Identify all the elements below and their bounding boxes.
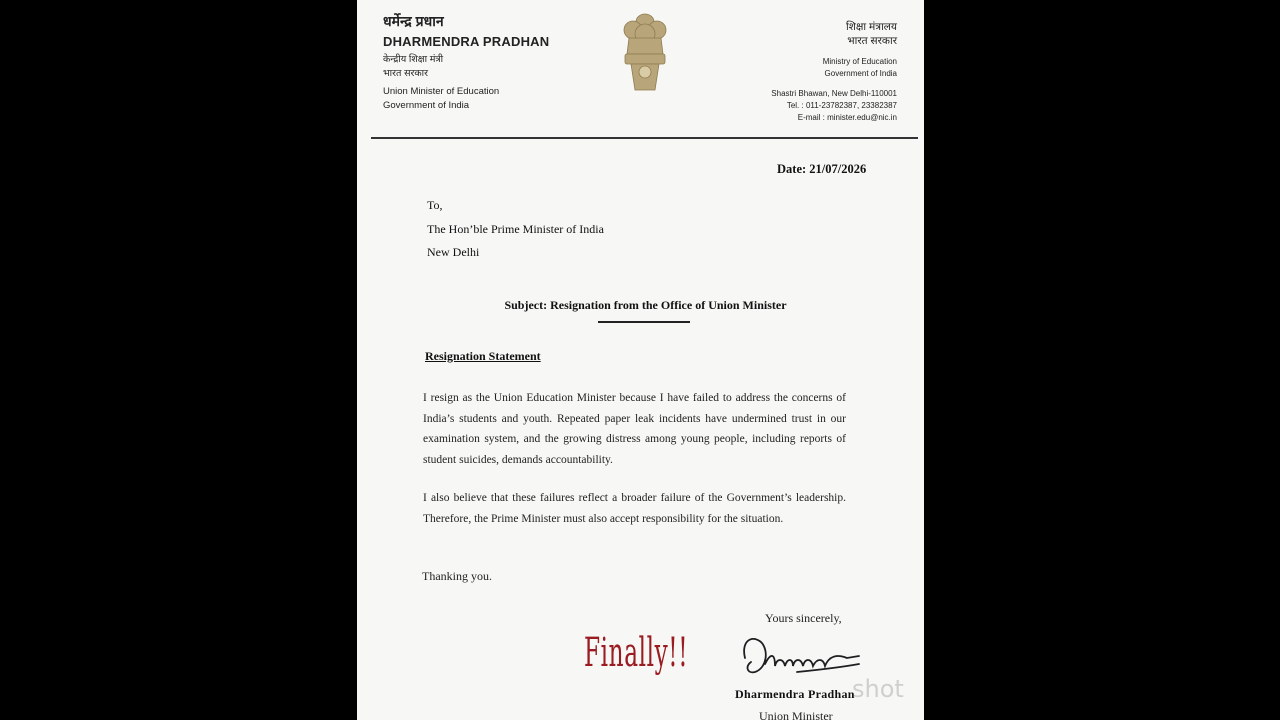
paragraph-2: I also believe that these failures reflect a broader failure of the Government’s leadership. Therefore, the Prime Minister must also accept responsibility for the situation. xyxy=(423,492,846,525)
overlay-text: Finally!! xyxy=(584,630,689,676)
addressee: The Hon’ble Prime Minister of India xyxy=(427,221,604,236)
section-heading: Resignation Statement xyxy=(425,349,541,363)
subject-line: Subject: Resignation from the Office of Union Minister xyxy=(504,298,787,312)
letterhead-divider xyxy=(371,137,918,139)
to-line: To, xyxy=(427,198,443,212)
govt-label: Government of India xyxy=(383,100,470,111)
signature xyxy=(737,628,867,680)
letterhead-right xyxy=(771,20,897,124)
subject-underline xyxy=(598,321,690,323)
national-emblem-icon xyxy=(615,8,675,108)
minister-title: Union Minister of Education xyxy=(383,86,500,97)
closing-thanks: Thanking you. xyxy=(422,569,492,583)
email-address: E-mail : minister.edu@nic.in xyxy=(797,113,897,122)
closing-salutation: Yours sincerely, xyxy=(765,611,842,625)
name-hindi: धर्मेन्द्र प्रधान xyxy=(383,13,444,29)
govt-hindi: भारत सरकार xyxy=(383,68,429,79)
watermark: shot xyxy=(852,675,904,703)
ministry-hindi: शिक्षा मंत्रालय xyxy=(845,21,897,33)
office-address: Shastri Bhawan, New Delhi-110001 xyxy=(771,89,897,98)
letterhead-left xyxy=(383,12,549,113)
paragraph-1: I resign as the Union Education Minister because I have failed to address the concerns of India’s students and youth. Repeated paper leak incidents have undermined trust in our examination system, and the growing distress among young people, including reports of student suicides, demands accountability. xyxy=(423,392,846,466)
phone-number: Tel. : 011-23782387, 23382387 xyxy=(786,101,897,110)
minister-name: DHARMENDRA PRADHAN xyxy=(383,34,550,49)
title-hindi: केन्द्रीय शिक्षा मंत्री xyxy=(383,54,444,65)
addressee-block xyxy=(427,194,604,265)
signer-title: Union Minister xyxy=(759,709,833,720)
addressee-city: New Delhi xyxy=(427,245,480,259)
letter-page xyxy=(357,0,924,720)
ministry-label: Ministry of Education xyxy=(822,57,897,66)
govt-hindi-right: भारत सरकार xyxy=(847,35,897,47)
govt-label-right: Government of India xyxy=(824,69,897,78)
signer-name: Dharmendra Pradhan xyxy=(735,687,855,701)
letter-date: Date: 21/07/2026 xyxy=(777,162,867,176)
